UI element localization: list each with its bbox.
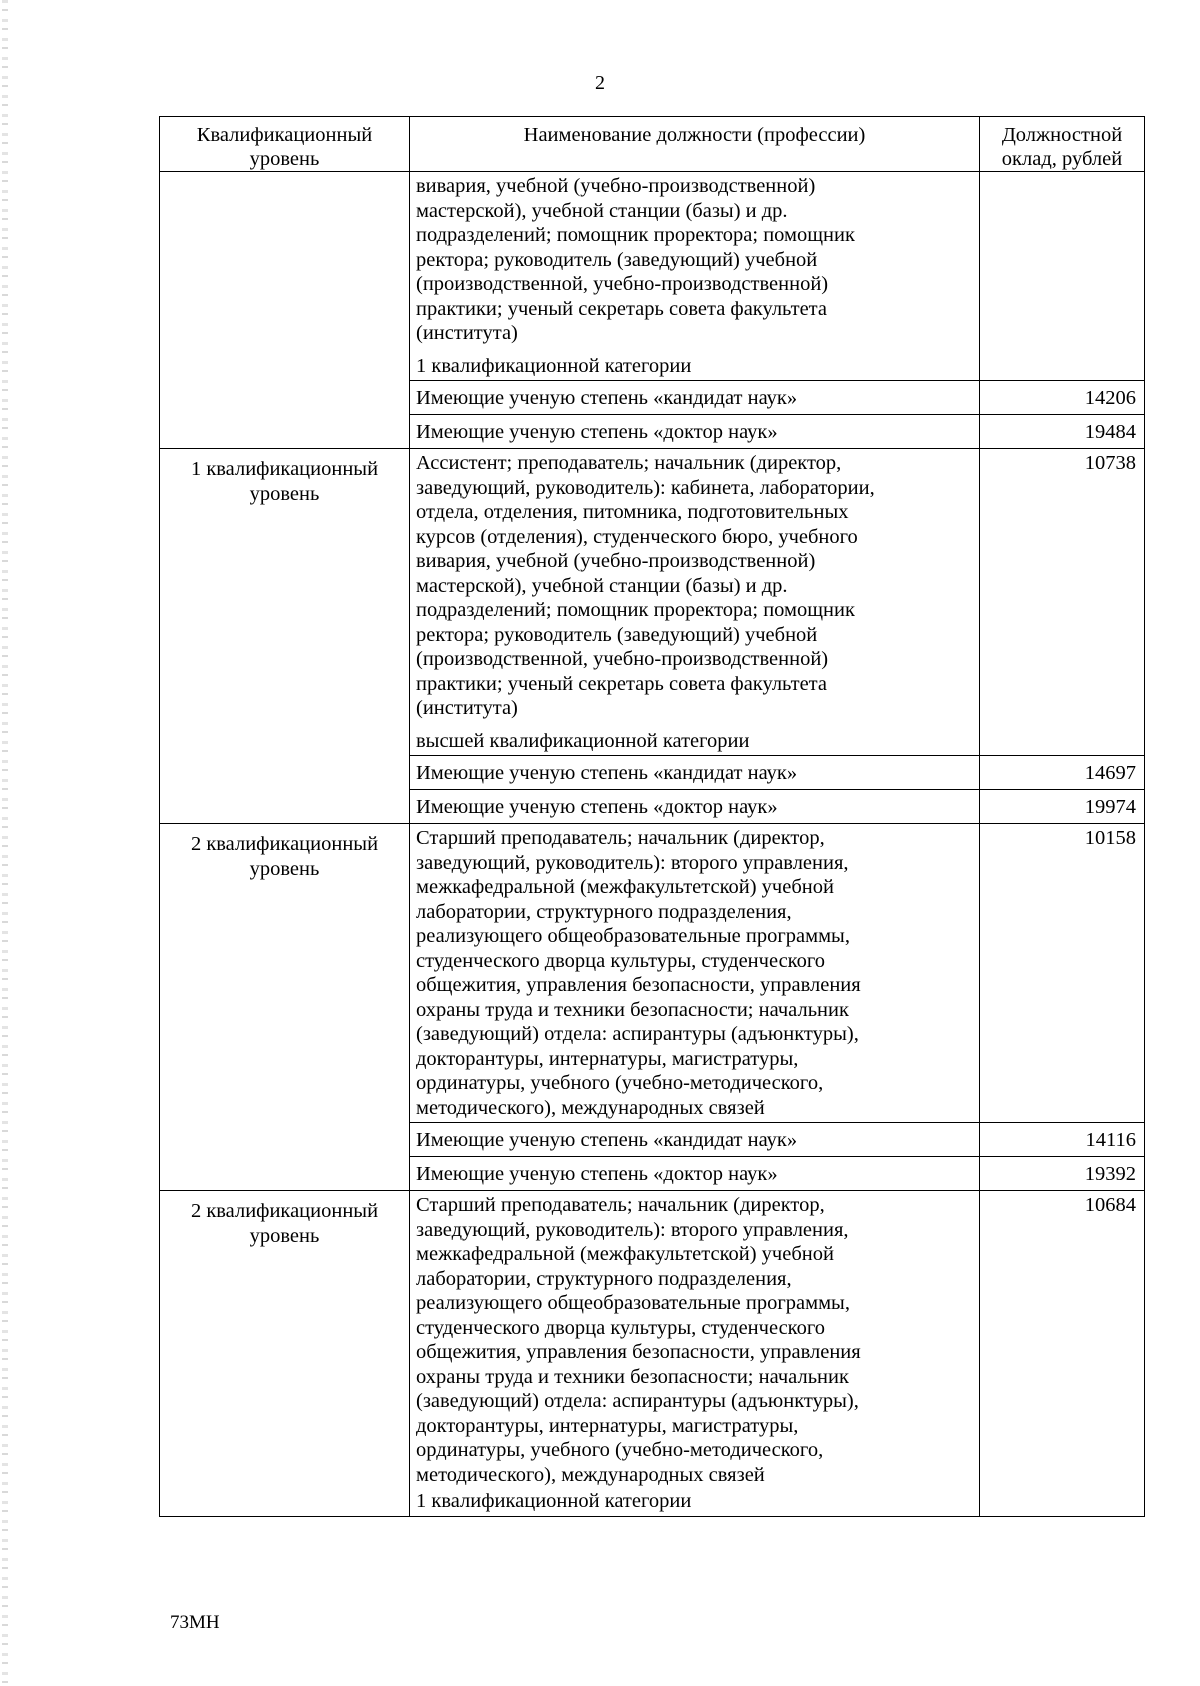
category-label: высшей квалификационной категории (416, 729, 750, 752)
degree-label: Имеющие ученую степень «кандидат наук» (410, 1123, 980, 1157)
position-description: Старший преподаватель; начальник (директор, заведующий, руководитель): второго управления, межкафедральной (межфакультетской) учебной лаборатории, структурного подразделения, реализующего общеобразовательные программы, студенческого дворца культуры, студенческого общежития, управления безопасности, управления охраны труда и техники безопасности; начальник (заведующий) отдела: аспирантуры (адъюнктуры), докторантуры, интернатуры, магистратуры, ординатуры, учебного (учебно-методического, методического), международных связей 1 квалификационной категории (410, 1191, 980, 1517)
table-row (160, 172, 1145, 381)
table-row (160, 1191, 1145, 1517)
table-row (160, 449, 1145, 756)
degree-label: Имеющие ученую степень «кандидат наук» (410, 756, 980, 790)
base-salary (980, 172, 1145, 381)
table-group (160, 172, 1145, 449)
degree-salary: 14206 (980, 381, 1145, 415)
position-description: Ассистент; преподаватель; начальник (директор, заведующий, руководитель): кабинета, лаборатории, отдела, отделения, питомника, подготовительных курсов (отделения), студенческого бюро, учебного вивария, учебной (учебно-производственной) мастерской), учебной станции (базы) и др. подразделений; помощник проректора; помощник ректора; руководитель (заведующий) учебной (производственной, учебно-производственной) практики; ученый секретарь совета факультета (института) высшей квалификационной категории (410, 449, 980, 756)
category-label: 1 квалификационной категории (416, 354, 692, 377)
degree-label: Имеющие ученую степень «доктор наук» (410, 415, 980, 449)
position-description: вивария, учебной (учебно-производственной) мастерской), учебной станции (базы) и др. подразделений; помощник проректора; помощник ректора; руководитель (заведующий) учебной (производственной, учебно-производственной) практики; ученый секретарь совета факультета (института) 1 квалификационной категории (410, 172, 980, 381)
level-cell: 2 квалификационный уровень (160, 1191, 410, 1517)
base-salary: 10158 (980, 824, 1145, 1123)
position-description: Старший преподаватель; начальник (директор, заведующий, руководитель): второго управления, межкафедральной (межфакультетской) учебной лаборатории, структурного подразделения, реализующего общеобразовательные программы, студенческого дворца культуры, студенческого общежития, управления безопасности, управления охраны труда и техники безопасности; начальник (заведующий) отдела: аспирантуры (адъюнктуры), докторантуры, интернатуры, магистратуры, ординатуры, учебного (учебно-методического, методического), международных связей (410, 824, 980, 1123)
base-salary: 10738 (980, 449, 1145, 756)
level-cell (160, 172, 410, 449)
degree-salary: 19484 (980, 415, 1145, 449)
level-cell: 1 квалификационный уровень (160, 449, 410, 824)
degree-label: Имеющие ученую степень «доктор наук» (410, 1157, 980, 1191)
header-salary: Должностной оклад, рублей (980, 117, 1145, 172)
header-level: Квалификационный уровень (160, 117, 410, 172)
degree-salary: 14697 (980, 756, 1145, 790)
degree-salary: 14116 (980, 1123, 1145, 1157)
table-group (160, 824, 1145, 1191)
degree-salary: 19392 (980, 1157, 1145, 1191)
header-name: Наименование должности (профессии) (410, 117, 980, 172)
table-group (160, 449, 1145, 824)
degree-label: Имеющие ученую степень «доктор наук» (410, 790, 980, 824)
scan-edge (2, 0, 8, 1686)
base-salary: 10684 (980, 1191, 1145, 1517)
table-group (160, 1191, 1145, 1517)
page-number: 2 (595, 72, 605, 94)
table-row (160, 824, 1145, 1123)
category-label: 1 квалификационной категории (416, 1490, 692, 1512)
degree-salary: 19974 (980, 790, 1145, 824)
table-header-row (160, 117, 1145, 172)
level-cell: 2 квалификационный уровень (160, 824, 410, 1191)
salary-table (159, 116, 1145, 1517)
footer-code: 73МН (170, 1612, 220, 1633)
degree-label: Имеющие ученую степень «кандидат наук» (410, 381, 980, 415)
